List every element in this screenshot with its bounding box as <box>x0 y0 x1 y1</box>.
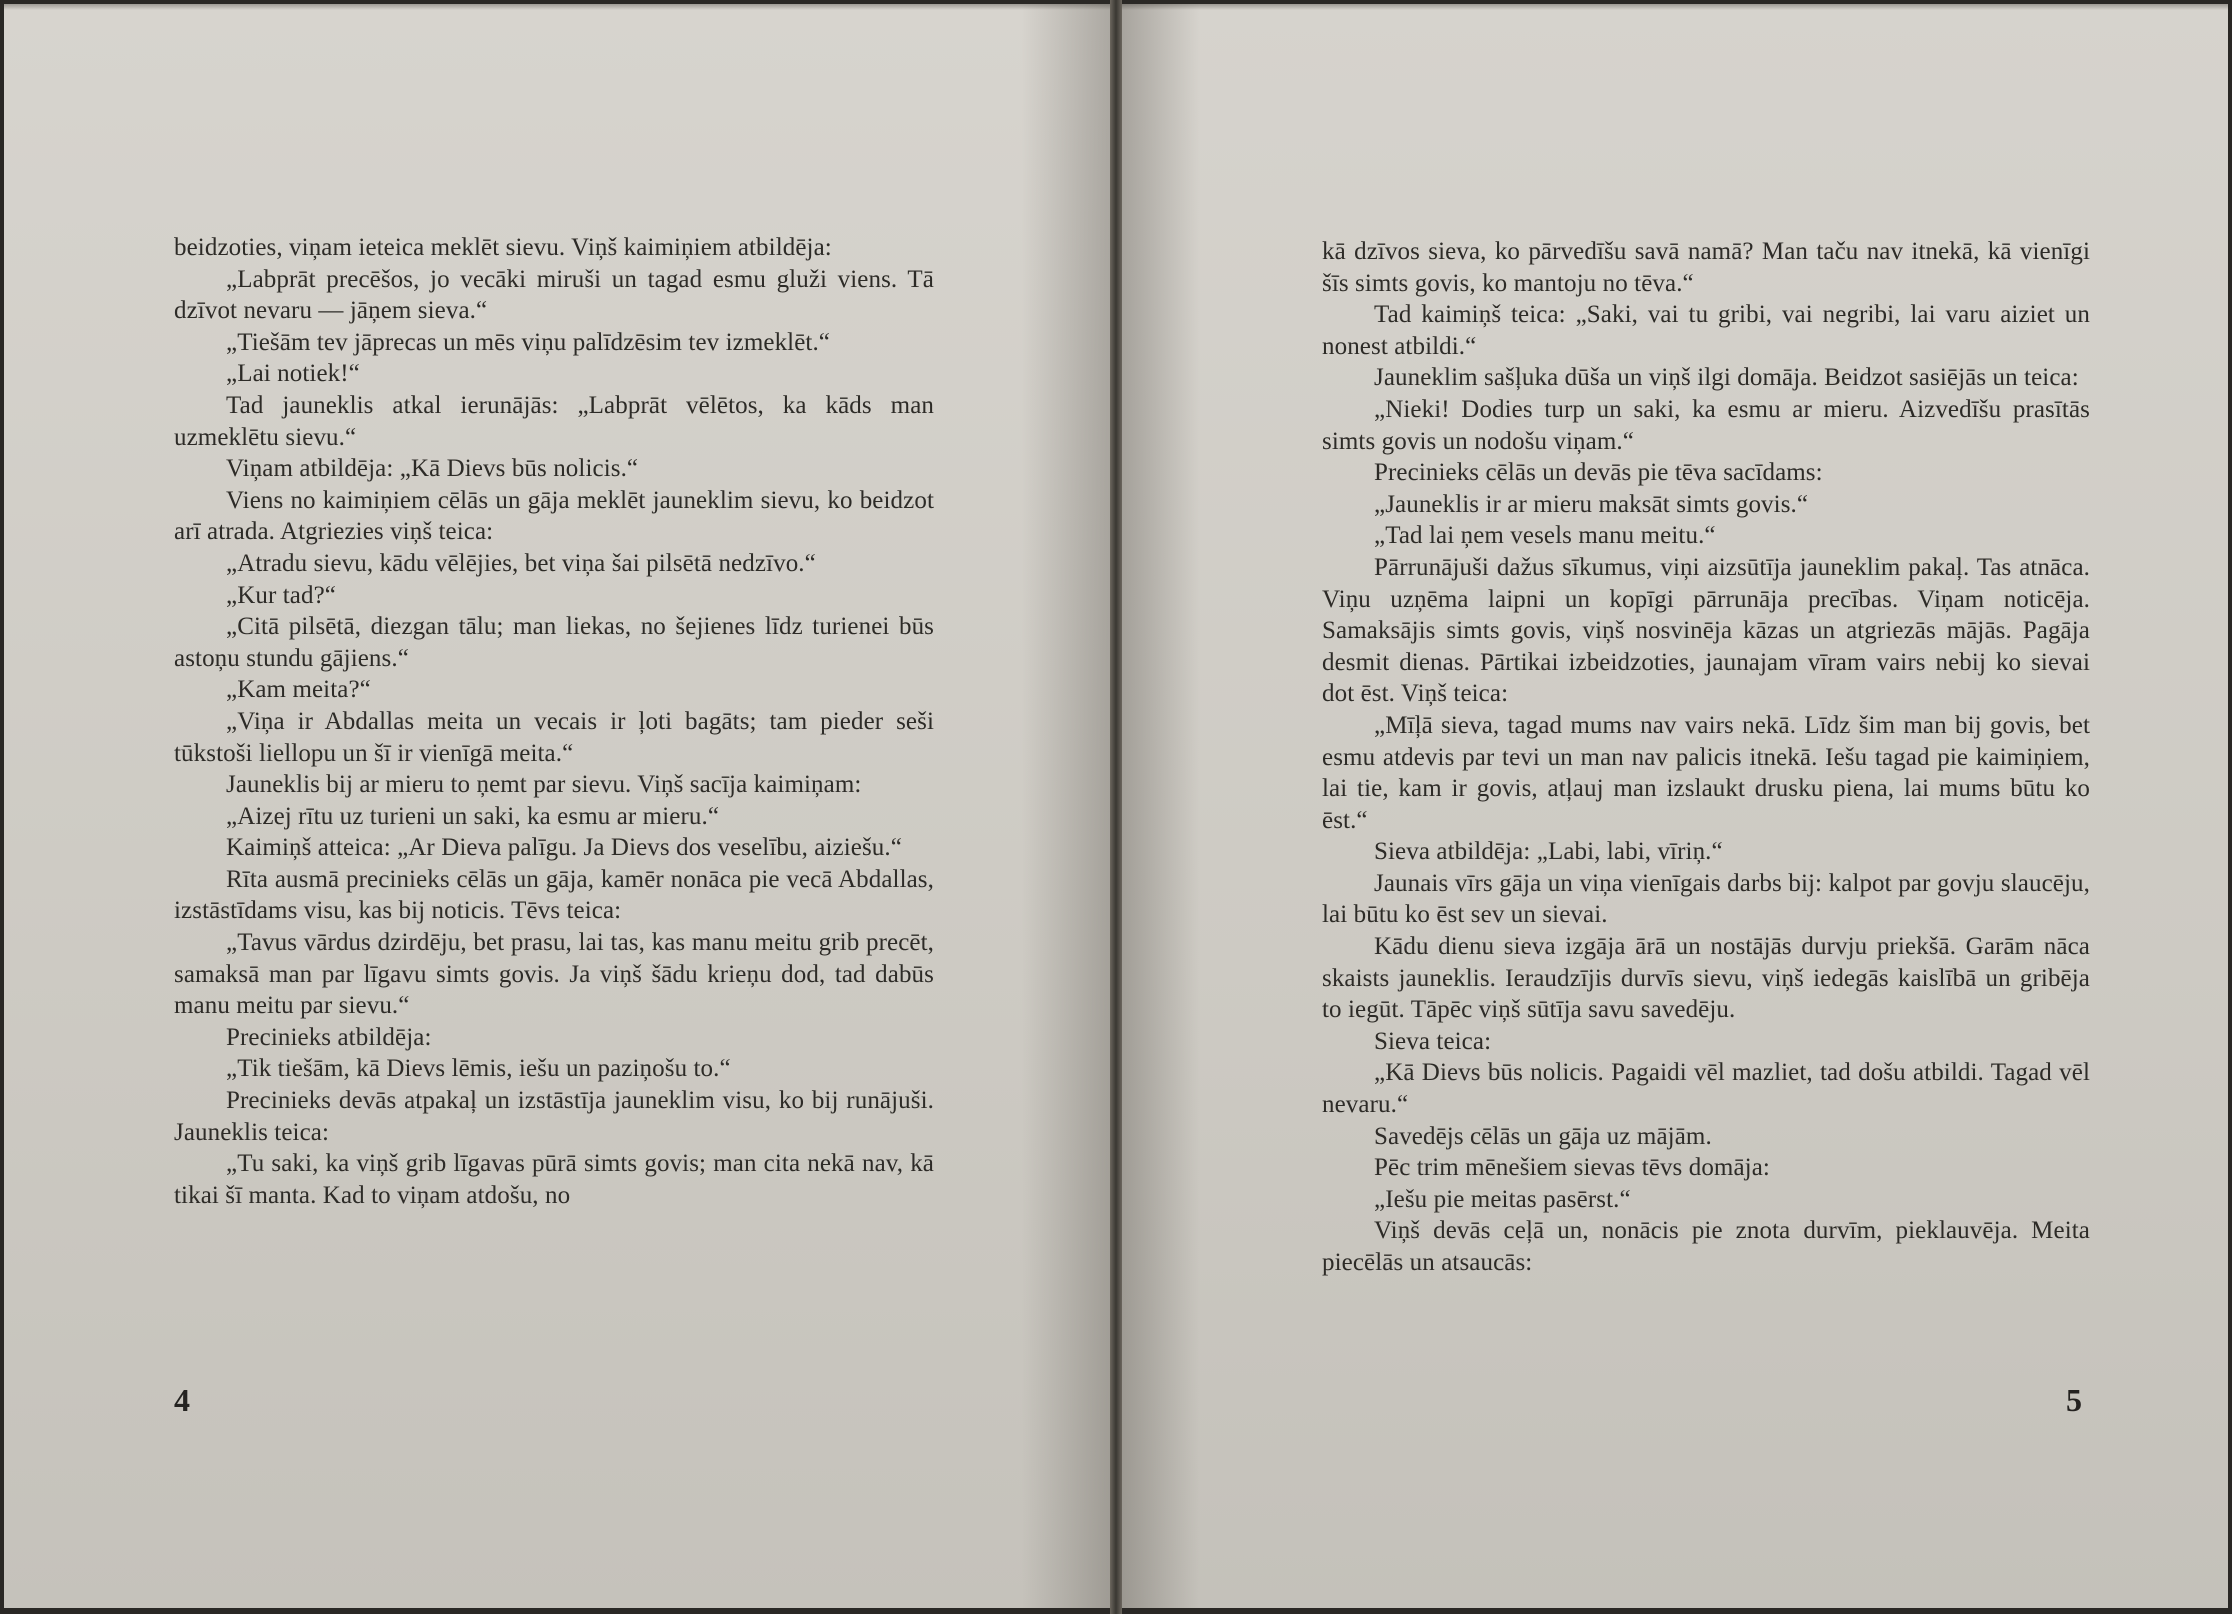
paragraph: Kādu dienu sieva izgāja ārā un nostājās durvju priekšā. Garām nāca skaists jauneklis. Ieraudzījis durvīs sievu, viņš iedegās kaislībā un gribēja to iegūt. Tāpēc viņš sūtīja savu savedēju. <box>1322 933 2090 1024</box>
paragraph: beidzoties, viņam ieteica meklēt sievu. Viņš kaimiņiem atbildēja: <box>174 234 832 261</box>
paragraph: „Iešu pie meitas pasērst.“ <box>1374 1185 1631 1213</box>
paragraph: „Citā pilsētā, diezgan tālu; man liekas, no šejienes līdz turienei būs astoņu stundu gājiens.“ <box>174 613 934 672</box>
paragraph: „Aizej rītu uz turieni un saki, ka esmu ar mieru.“ <box>226 802 720 830</box>
page-edge-shadow <box>4 4 1110 10</box>
page-edge-shadow <box>1122 4 2228 10</box>
paragraph: Jauneklim sašļuka dūša un viņš ilgi domāja. Beidzot sasiējās un teica: <box>1374 364 2079 392</box>
paragraph: „Labprāt precēšos, jo vecāki miruši un tagad esmu gluži viens. Tā dzīvot nevaru — jāņem sieva.“ <box>174 265 934 325</box>
paragraph: Viņam atbildēja: „Kā Dievs būs nolicis.“ <box>226 455 639 483</box>
book-gutter <box>1110 0 1122 1614</box>
paragraph: Pārrunājuši dažus sīkumus, viņi aizsūtīja jauneklim pakaļ. Tas atnāca. Viņu uzņēma laipni un kopīgi pārrunāja precības. Viņam noticēja. Samaksājis simts govis, viņš nosvinēja kāzas un atgriezās mājās. Pagāja desmit dienas. Pārtikai izbeidzoties, jaunajam vīram vairs nebij ko sievai dot ēst. Viņš teica: <box>1322 553 2090 708</box>
paragraph: Kaimiņš atteica: „Ar Dieva palīgu. Ja Dievs dos veselību, aiziešu.“ <box>226 834 902 862</box>
right-page-text <box>1322 236 2090 1279</box>
paragraph: „Viņa ir Abdallas meita un vecais ir ļoti bagāts; tam pieder seši tūkstoši liellopu un šī ir vienīgā meita.“ <box>174 707 934 767</box>
paragraph: „Tad lai ņem vesels manu meitu.“ <box>1374 522 1716 550</box>
paragraph: „Mīļā sieva, tagad mums nav vairs nekā. Līdz šim man bij govis, bet esmu atdevis par tevi un man nav palicis itnekā. Iešu tagad pie kaimiņiem, lai tie, kam ir govis, atļauj man izslaukt drusku piena, lai mums būtu ko ēst.“ <box>1322 711 2090 834</box>
paragraph: Jaunais vīrs gāja un viņa vienīgais darbs bij: kalpot par govju slaucēju, lai būtu ko ēst sev un sievai. <box>1322 869 2090 929</box>
paragraph: Precinieks cēlās un devās pie tēva sacīdams: <box>1374 459 1823 487</box>
paragraph: „Jauneklis ir ar mieru maksāt simts govis.“ <box>1374 490 1809 518</box>
paragraph: „Kā Dievs būs nolicis. Pagaidi vēl mazliet, tad došu atbildi. Tagad vēl nevaru.“ <box>1322 1059 2090 1119</box>
paragraph: Tad kaimiņš teica: „Saki, vai tu gribi, vai negribi, lai varu aiziet un nonest atbildi.“ <box>1322 301 2090 360</box>
paragraph: „Kam meita?“ <box>226 676 371 704</box>
paragraph: kā dzīvos sieva, ko pārvedīšu savā namā? Man taču nav itnekā, kā vienīgi šīs simts govis, ko mantoju no tēva.“ <box>1322 238 2090 297</box>
paragraph: „Tiešām tev jāprecas un mēs viņu palīdzēsim tev izmeklēt.“ <box>226 328 831 356</box>
left-page <box>4 4 1110 1608</box>
paragraph: „Tavus vārdus dzirdēju, bet prasu, lai tas, kas manu meitu grib precēt, samaksā man par līgavu simts govis. Ja viņš šādu krieņu dod, tad dabūs manu meitu par sievu.“ <box>174 929 934 1020</box>
left-page-text <box>174 232 934 1211</box>
page-number-right: 5 <box>2066 1382 2082 1418</box>
paragraph: Precinieks devās atpakaļ un izstāstīja jauneklim visu, ko bij runājuši. Jauneklis teica: <box>174 1087 934 1146</box>
paragraph: Rīta ausmā precinieks cēlās un gāja, kamēr nonāca pie vecā Abdallas, izstāstīdams visu, kas bij noticis. Tēvs teica: <box>174 865 934 925</box>
right-page <box>1122 4 2228 1608</box>
paragraph: Viens no kaimiņiem cēlās un gāja meklēt jauneklim sievu, ko beidzot arī atrada. Atgriezies viņš teica: <box>174 486 934 546</box>
page-number-left: 4 <box>174 1382 190 1418</box>
paragraph: „Atradu sievu, kādu vēlējies, bet viņa šai pilsētā nedzīvo.“ <box>226 549 816 577</box>
paragraph: „Tik tiešām, kā Dievs lēmis, iešu un paziņošu to.“ <box>226 1055 731 1083</box>
paragraph: Viņš devās ceļā un, nonācis pie znota durvīm, pieklauvēja. Meita piecēlās un atsaucās: <box>1322 1217 2090 1276</box>
paragraph: „Lai notiek!“ <box>226 360 360 388</box>
paragraph: „Kur tad?“ <box>226 581 336 609</box>
paragraph: Precinieks atbildēja: <box>226 1023 432 1051</box>
paragraph: „Tu saki, ka viņš grib līgavas pūrā simts govis; man cita nekā nav, kā tikai šī manta. Kad to viņam atdošu, no <box>174 1150 934 1209</box>
paragraph: Sieva teica: <box>1374 1027 1492 1055</box>
paragraph: Tad jauneklis atkal ierunājās: „Labprāt vēlētos, ka kāds man uzmeklētu sievu.“ <box>174 391 934 451</box>
paragraph: Jauneklis bij ar mieru to ņemt par sievu. Viņš sacīja kaimiņam: <box>226 771 862 799</box>
paragraph: Savedējs cēlās un gāja uz mājām. <box>1374 1122 1712 1150</box>
paragraph: „Nieki! Dodies turp un saki, ka esmu ar mieru. Aizvedīšu prasītās simts govis un nodošu viņam.“ <box>1322 395 2090 455</box>
paragraph: Sieva atbildēja: „Labi, labi, vīriņ.“ <box>1374 838 1723 866</box>
paragraph: Pēc trim mēnešiem sievas tēvs domāja: <box>1374 1154 1770 1182</box>
